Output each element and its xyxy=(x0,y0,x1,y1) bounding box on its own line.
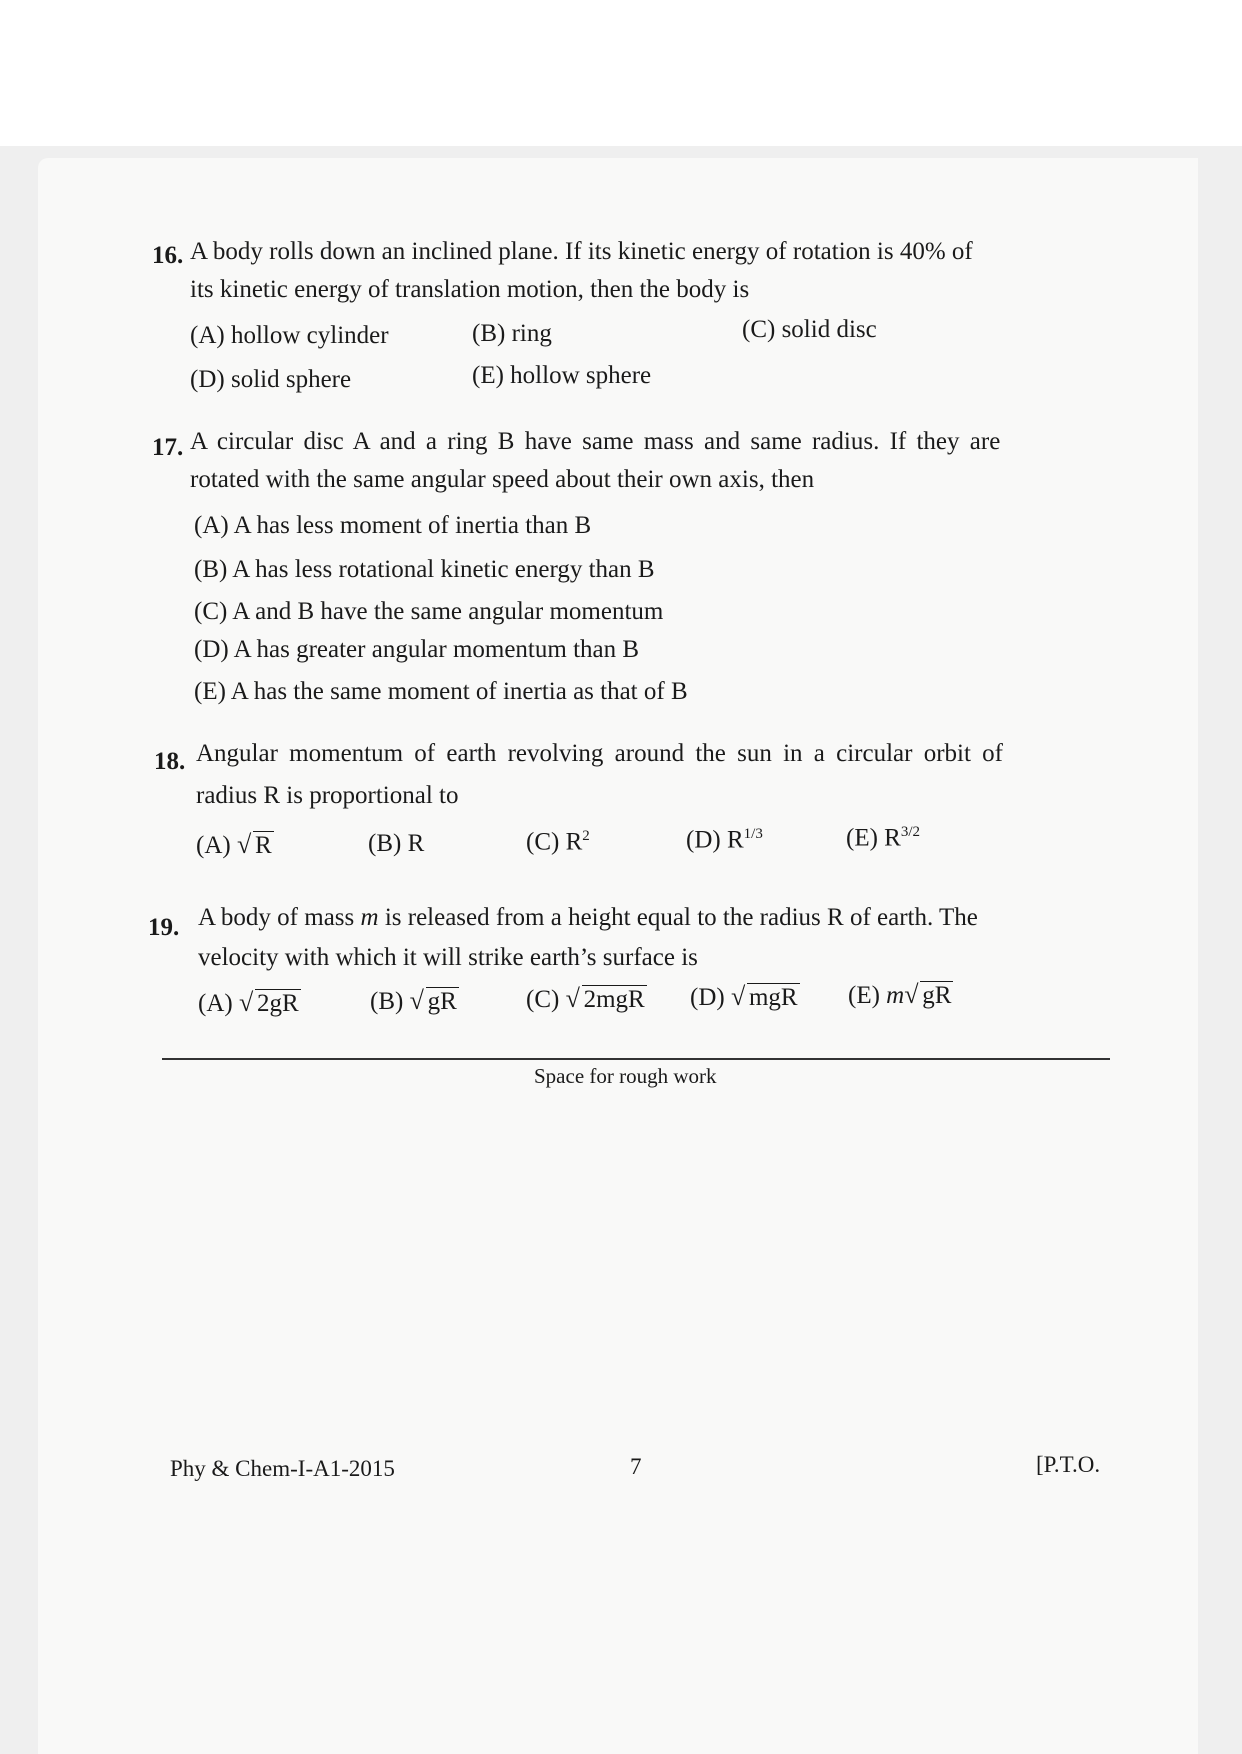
option-c: (C) $R^2$ xyxy=(526,828,590,856)
option-a: (A) hollow cylinder xyxy=(190,322,389,349)
paper-code: Phy & Chem-I-A1-2015 xyxy=(170,1456,395,1481)
question-text-line: radius R is proportional to xyxy=(196,782,459,809)
rough-work-divider xyxy=(162,1058,1110,1060)
option-e: (E) hollow sphere xyxy=(472,362,652,389)
option-e: (E) m √ gR xyxy=(848,980,952,1009)
question-text-line: A body of mass m is released from a height equal to the radius R of earth. The xyxy=(198,904,978,931)
option-c: (C) solid disc xyxy=(742,316,877,343)
option-c: (C) A and B have the same angular momentum xyxy=(194,598,664,625)
question-number: 18. xyxy=(154,748,186,775)
option-b: (B) A has less rotational kinetic energy than B xyxy=(194,556,655,583)
option-a: (A) √ 2gR xyxy=(198,988,299,1017)
option-d: (D) $R^{1/3}$ xyxy=(686,826,763,854)
option-b: (B) R xyxy=(368,830,425,857)
option-a: (A) √ R xyxy=(196,830,272,859)
square-root-icon: √ mgR xyxy=(730,982,798,1011)
scanned-sheet xyxy=(0,146,1242,1754)
option-e: (E) $R^{3/2}$ xyxy=(846,824,921,852)
option-d: (D) √ mgR xyxy=(690,982,798,1011)
question-number: 16. xyxy=(152,242,184,269)
pto-mark: [P.T.O. xyxy=(1036,1452,1101,1477)
question-number: 19. xyxy=(148,914,180,941)
page-number: 7 xyxy=(630,1454,642,1479)
option-c: (C) √ 2mgR xyxy=(526,984,645,1013)
rough-work-label: Space for rough work xyxy=(534,1064,717,1088)
question-text-line: velocity with which it will strike earth’s surface is xyxy=(198,944,698,971)
question-text-line: its kinetic energy of translation motion, then the body is xyxy=(190,276,750,303)
question-text-line: A circular disc A and a ring B have same mass and same radius. If they are xyxy=(190,428,1001,455)
option-b: (B) ring xyxy=(472,320,552,347)
question-text-line: Angular momentum of earth revolving around the sun in a circular orbit of xyxy=(196,740,1004,767)
question-text-line: rotated with the same angular speed about their own axis, then xyxy=(190,466,815,493)
option-b: (B) √ gR xyxy=(370,986,457,1015)
exam-page xyxy=(38,158,1198,1754)
option-d: (D) solid sphere xyxy=(190,366,352,393)
question-number: 17. xyxy=(152,434,184,461)
question-text-line: A body rolls down an inclined plane. If its kinetic energy of rotation is 40% of xyxy=(190,238,973,265)
option-a: (A) A has less moment of inertia than B xyxy=(194,512,592,539)
square-root-icon: √ R xyxy=(236,830,272,859)
square-root-icon: √ 2gR xyxy=(238,988,299,1017)
scan-top-margin xyxy=(0,0,1242,146)
square-root-icon: √ gR xyxy=(409,986,457,1015)
option-e: (E) A has the same moment of inertia as that of B xyxy=(194,678,688,705)
square-root-icon: √ 2mgR xyxy=(565,984,645,1013)
option-d: (D) A has greater angular momentum than B xyxy=(194,636,640,663)
square-root-icon: √ gR xyxy=(904,980,952,1009)
